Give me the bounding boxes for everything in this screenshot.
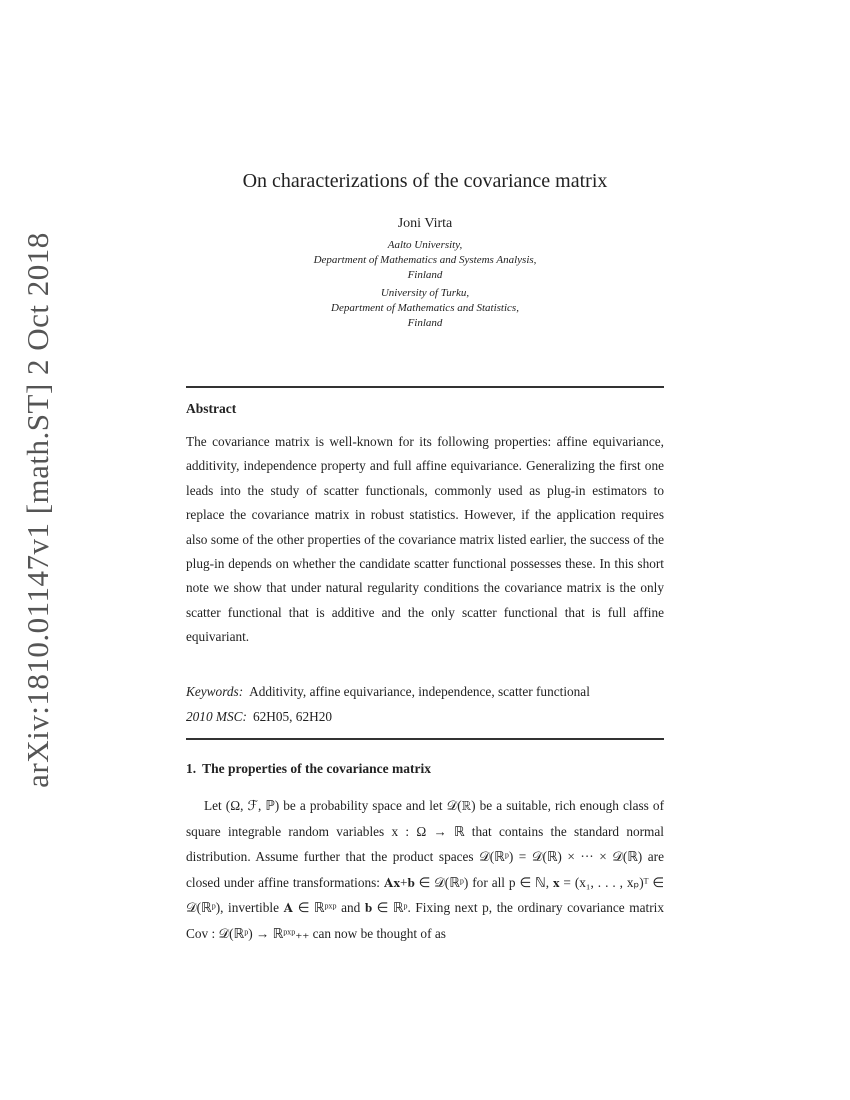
affiliation-2 bbox=[0, 286, 850, 331]
affiliation-line: Department of Mathematics and Systems Analysis, bbox=[313, 254, 537, 266]
keywords-value: Additivity, affine equivariance, independence, scatter functional bbox=[249, 684, 590, 699]
abstract-body: The covariance matrix is well-known for its following properties: affine equivariance, additivity, independence property and full affine equivariance. Generalizing the first one leads into the study of scatter functionals, commonly used as plug-in estimators to replace the covariance matrix in robust statistics. However, if the application requires also some of the other properties of the covariance matrix listed earlier, the success of the plug-in depends on whether the candidate scatter functional possesses these. In this short note we show that under natural regularity conditions the covariance matrix is the only scatter functional that is additive and the only scatter functional that is full affine equivariant. bbox=[186, 434, 664, 645]
msc-line bbox=[186, 709, 664, 725]
section-title: The properties of the covariance matrix bbox=[202, 761, 431, 776]
arxiv-stamp: arXiv:1810.01147v1 [math.ST] 2 Oct 2018 bbox=[20, 232, 55, 788]
affiliation-line: Department of Mathematics and Statistics, bbox=[331, 302, 519, 314]
abstract-bottom-rule bbox=[186, 738, 664, 740]
affiliation-line: University of Turku, bbox=[380, 287, 470, 299]
abstract-top-rule bbox=[186, 386, 664, 388]
section-heading bbox=[186, 761, 431, 777]
msc-value: 62H05, 62H20 bbox=[252, 709, 332, 724]
affiliation-line: Aalto University, bbox=[387, 239, 463, 251]
section-paragraph: Let (Ω, ℱ, ℙ) be a probability space and let 𝒟(ℝ) be a suitable, rich enough class of square integrable random variables x : Ω → ℝ that contains the standard normal distribution. Assume further that the product spaces 𝒟(ℝᵖ) = 𝒟(ℝ) × ··· × 𝒟(ℝ) are closed under affine transformations: 𝐀𝐱+𝐛 ∈ 𝒟(ℝᵖ) for all p ∈ ℕ, 𝐱 = (x₁, . . . , xₚ)ᵀ ∈ 𝒟(ℝᵖ), invertible 𝐀 ∈ ℝᵖˣᵖ and 𝐛 ∈ ℝᵖ. Fixing next p, the ordinary covariance matrix Cov : 𝒟(ℝᵖ) → ℝᵖˣᵖ₊₊ can now be thought of as bbox=[186, 798, 664, 941]
abstract-heading: Abstract bbox=[186, 401, 237, 416]
affiliation-line: Finland bbox=[407, 317, 443, 329]
keywords-line bbox=[186, 684, 664, 700]
keywords-label: Keywords: bbox=[186, 684, 244, 699]
affiliation-1 bbox=[0, 238, 850, 283]
affiliation-line: Finland bbox=[407, 269, 443, 281]
msc-label: 2010 MSC: bbox=[186, 709, 247, 724]
section-number: 1. bbox=[186, 761, 197, 776]
author-name: Joni Virta bbox=[397, 216, 453, 231]
paper-title: On characterizations of the covariance matrix bbox=[242, 170, 608, 192]
